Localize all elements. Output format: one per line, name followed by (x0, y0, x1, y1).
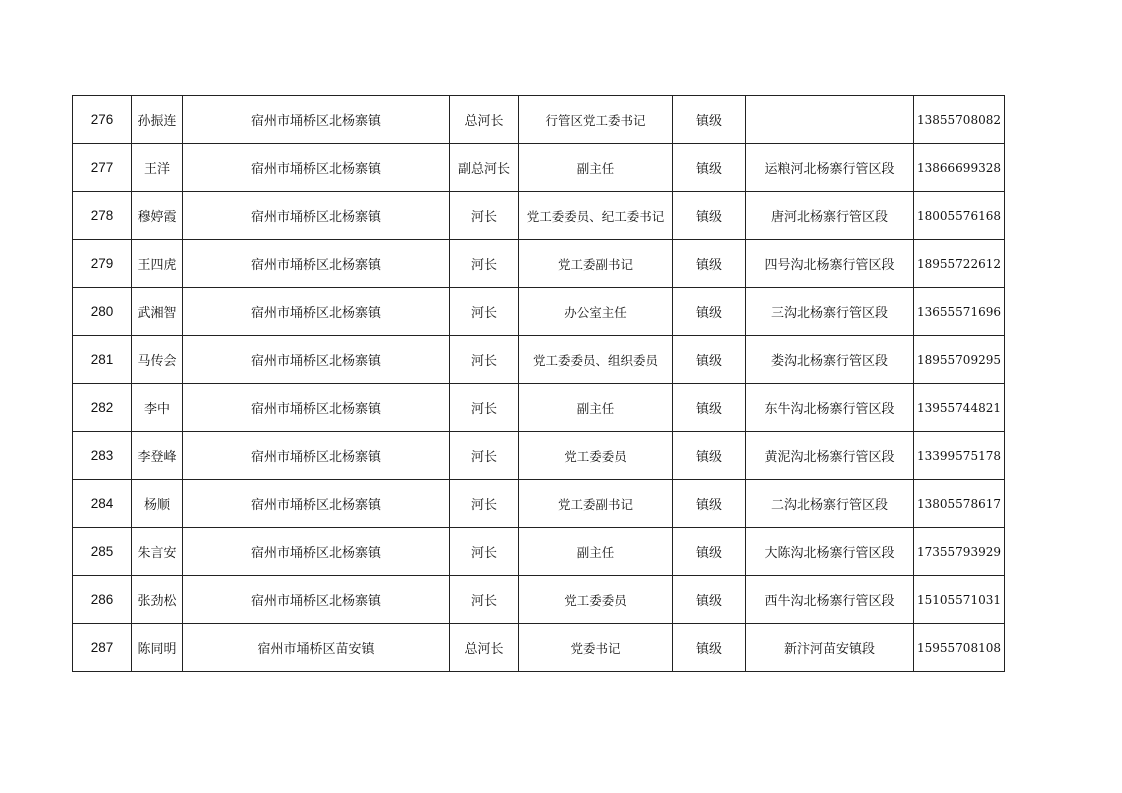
administrative-area-cell: 宿州市埇桥区北杨寨镇 (183, 96, 450, 144)
person-name-cell: 杨顺 (132, 480, 183, 528)
table-body (73, 96, 1005, 672)
job-title-cell: 党委书记 (519, 624, 673, 672)
river-section-cell: 二沟北杨寨行管区段 (746, 480, 914, 528)
row-number-cell: 282 (73, 384, 132, 432)
phone-number-cell: 13855708082 (914, 96, 1005, 144)
river-section-cell: 黄泥沟北杨寨行管区段 (746, 432, 914, 480)
river-section-cell: 四号沟北杨寨行管区段 (746, 240, 914, 288)
administrative-area-cell: 宿州市埇桥区北杨寨镇 (183, 192, 450, 240)
person-name-cell: 李中 (132, 384, 183, 432)
river-section-cell (746, 96, 914, 144)
river-section-cell: 大陈沟北杨寨行管区段 (746, 528, 914, 576)
job-title-cell: 党工委委员 (519, 576, 673, 624)
table-row (73, 96, 1005, 144)
job-title-cell: 党工委委员、组织委员 (519, 336, 673, 384)
table-row (73, 624, 1005, 672)
administrative-area-cell: 宿州市埇桥区北杨寨镇 (183, 384, 450, 432)
job-title-cell: 副主任 (519, 384, 673, 432)
phone-number-cell: 15955708108 (914, 624, 1005, 672)
job-title-cell: 党工委副书记 (519, 480, 673, 528)
river-chief-table (72, 95, 1005, 672)
job-title-cell: 行管区党工委书记 (519, 96, 673, 144)
row-number-cell: 287 (73, 624, 132, 672)
river-section-cell: 娄沟北杨寨行管区段 (746, 336, 914, 384)
row-number-cell: 286 (73, 576, 132, 624)
river-section-cell: 西牛沟北杨寨行管区段 (746, 576, 914, 624)
table-row (73, 576, 1005, 624)
administrative-area-cell: 宿州市埇桥区北杨寨镇 (183, 432, 450, 480)
level-cell: 镇级 (673, 240, 746, 288)
level-cell: 镇级 (673, 624, 746, 672)
river-chief-role-cell: 河长 (450, 240, 519, 288)
level-cell: 镇级 (673, 480, 746, 528)
administrative-area-cell: 宿州市埇桥区北杨寨镇 (183, 240, 450, 288)
river-chief-role-cell: 河长 (450, 576, 519, 624)
level-cell: 镇级 (673, 288, 746, 336)
river-chief-role-cell: 河长 (450, 384, 519, 432)
table-row (73, 336, 1005, 384)
administrative-area-cell: 宿州市埇桥区北杨寨镇 (183, 288, 450, 336)
person-name-cell: 张劲松 (132, 576, 183, 624)
administrative-area-cell: 宿州市埇桥区北杨寨镇 (183, 480, 450, 528)
table-row (73, 192, 1005, 240)
river-chief-role-cell: 河长 (450, 336, 519, 384)
level-cell: 镇级 (673, 192, 746, 240)
phone-number-cell: 13955744821 (914, 384, 1005, 432)
row-number-cell: 283 (73, 432, 132, 480)
job-title-cell: 党工委委员 (519, 432, 673, 480)
phone-number-cell: 18005576168 (914, 192, 1005, 240)
table-row (73, 480, 1005, 528)
job-title-cell: 副主任 (519, 528, 673, 576)
level-cell: 镇级 (673, 576, 746, 624)
person-name-cell: 武湘智 (132, 288, 183, 336)
river-chief-role-cell: 河长 (450, 432, 519, 480)
phone-number-cell: 13399575178 (914, 432, 1005, 480)
phone-number-cell: 13655571696 (914, 288, 1005, 336)
level-cell: 镇级 (673, 144, 746, 192)
table-row (73, 144, 1005, 192)
river-chief-role-cell: 总河长 (450, 624, 519, 672)
river-chief-role-cell: 副总河长 (450, 144, 519, 192)
phone-number-cell: 15105571031 (914, 576, 1005, 624)
table-row (73, 384, 1005, 432)
phone-number-cell: 17355793929 (914, 528, 1005, 576)
river-chief-role-cell: 总河长 (450, 96, 519, 144)
person-name-cell: 李登峰 (132, 432, 183, 480)
river-section-cell: 运粮河北杨寨行管区段 (746, 144, 914, 192)
administrative-area-cell: 宿州市埇桥区苗安镇 (183, 624, 450, 672)
administrative-area-cell: 宿州市埇桥区北杨寨镇 (183, 336, 450, 384)
river-chief-role-cell: 河长 (450, 288, 519, 336)
administrative-area-cell: 宿州市埇桥区北杨寨镇 (183, 528, 450, 576)
row-number-cell: 285 (73, 528, 132, 576)
person-name-cell: 马传会 (132, 336, 183, 384)
row-number-cell: 280 (73, 288, 132, 336)
river-chief-role-cell: 河长 (450, 192, 519, 240)
phone-number-cell: 13805578617 (914, 480, 1005, 528)
phone-number-cell: 13866699328 (914, 144, 1005, 192)
row-number-cell: 279 (73, 240, 132, 288)
person-name-cell: 王四虎 (132, 240, 183, 288)
job-title-cell: 党工委副书记 (519, 240, 673, 288)
person-name-cell: 穆婷霞 (132, 192, 183, 240)
table-row (73, 240, 1005, 288)
administrative-area-cell: 宿州市埇桥区北杨寨镇 (183, 144, 450, 192)
row-number-cell: 281 (73, 336, 132, 384)
person-name-cell: 王洋 (132, 144, 183, 192)
job-title-cell: 办公室主任 (519, 288, 673, 336)
level-cell: 镇级 (673, 384, 746, 432)
person-name-cell: 朱言安 (132, 528, 183, 576)
level-cell: 镇级 (673, 528, 746, 576)
job-title-cell: 党工委委员、纪工委书记 (519, 192, 673, 240)
river-chief-role-cell: 河长 (450, 480, 519, 528)
row-number-cell: 284 (73, 480, 132, 528)
river-chief-role-cell: 河长 (450, 528, 519, 576)
phone-number-cell: 18955722612 (914, 240, 1005, 288)
job-title-cell: 副主任 (519, 144, 673, 192)
table-row (73, 528, 1005, 576)
table-row (73, 288, 1005, 336)
river-section-cell: 三沟北杨寨行管区段 (746, 288, 914, 336)
river-section-cell: 新汴河苗安镇段 (746, 624, 914, 672)
level-cell: 镇级 (673, 432, 746, 480)
row-number-cell: 278 (73, 192, 132, 240)
person-name-cell: 孙振连 (132, 96, 183, 144)
row-number-cell: 277 (73, 144, 132, 192)
river-section-cell: 唐河北杨寨行管区段 (746, 192, 914, 240)
person-name-cell: 陈同明 (132, 624, 183, 672)
level-cell: 镇级 (673, 96, 746, 144)
row-number-cell: 276 (73, 96, 132, 144)
table-row (73, 432, 1005, 480)
phone-number-cell: 18955709295 (914, 336, 1005, 384)
administrative-area-cell: 宿州市埇桥区北杨寨镇 (183, 576, 450, 624)
level-cell: 镇级 (673, 336, 746, 384)
river-section-cell: 东牛沟北杨寨行管区段 (746, 384, 914, 432)
